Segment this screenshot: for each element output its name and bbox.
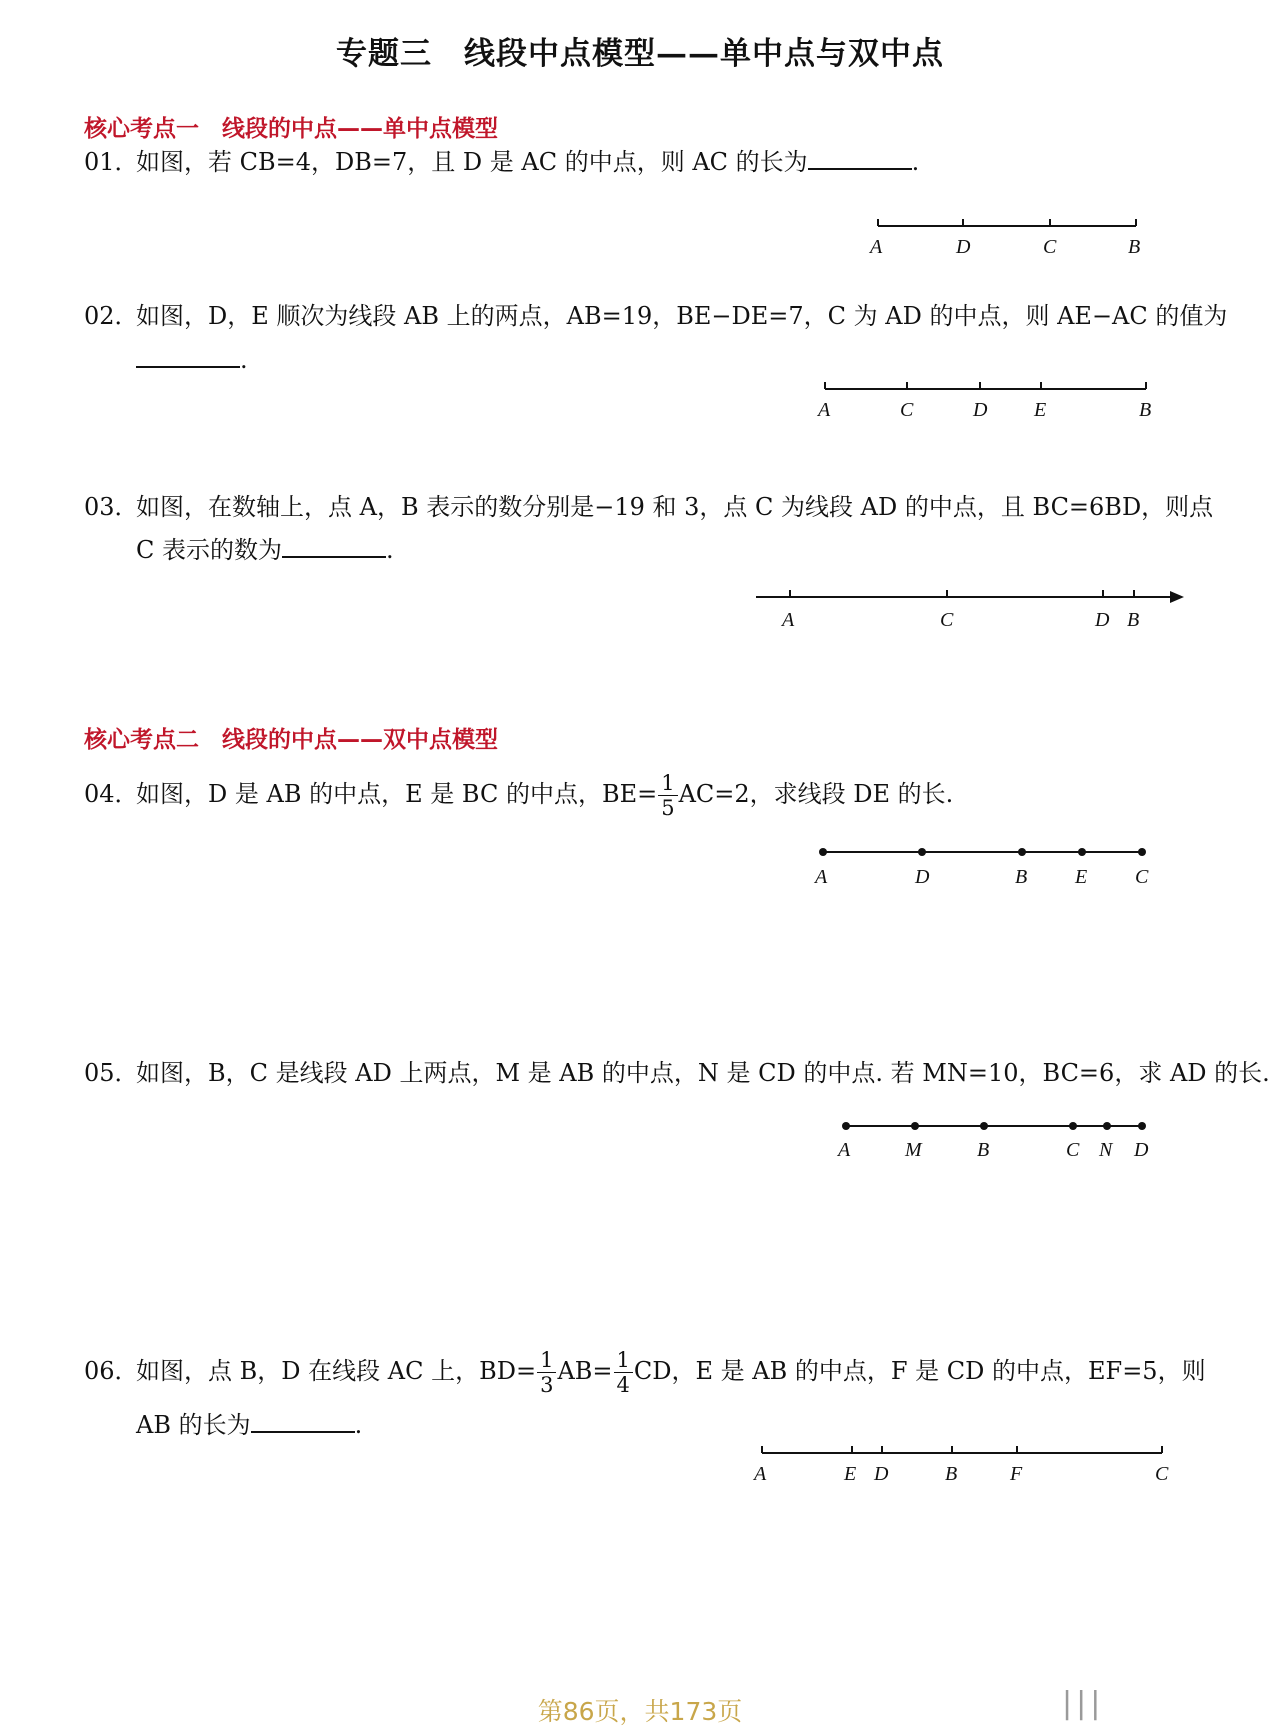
- question-number: 05．: [84, 1059, 139, 1087]
- question-01: 01．如图，若 CB=4，DB=7，且 D 是 AC 的中点，则 AC 的长为 .: [84, 142, 919, 182]
- point-label-b: B: [1127, 609, 1140, 631]
- question-number: 03．: [84, 493, 139, 521]
- point-label-a: A: [782, 609, 795, 631]
- point-label-d: D: [1134, 1139, 1149, 1161]
- fraction: $\frac{1}{5}$: [658, 771, 677, 820]
- point-label-a: A: [838, 1139, 851, 1161]
- question-text: 如图，B，C 是线段 AD 上两点，M 是 AB 的中点，N 是 CD 的中点. 若 MN=10，BC=6，求 AD 的长.: [136, 1059, 1270, 1087]
- point-label-m: M: [905, 1139, 922, 1161]
- question-06-answer-line: AB 的长为 .: [136, 1405, 362, 1445]
- point-label-c: C: [1155, 1463, 1169, 1485]
- point-label-e: E: [1075, 866, 1088, 888]
- fraction: $\frac{1}{4}$: [614, 1348, 633, 1397]
- point-label-b: B: [977, 1139, 990, 1161]
- point-label-c: C: [900, 399, 914, 421]
- question-03-answer-line: C 表示的数为 .: [136, 530, 394, 570]
- question-number: 02．: [84, 302, 139, 330]
- question-number: 01．: [84, 148, 139, 176]
- question-number: 06．: [84, 1357, 139, 1385]
- question-02-answer-line: .: [136, 340, 248, 380]
- point-label-c: C: [1066, 1139, 1080, 1161]
- point-label-b: B: [1128, 236, 1141, 258]
- point-label-a: A: [815, 866, 828, 888]
- section-heading-1: 核心考点一 线段的中点——单中点模型: [84, 116, 498, 142]
- fraction: $\frac{1}{3}$: [537, 1348, 556, 1397]
- point-label-d: D: [1095, 609, 1110, 631]
- point-label-d: D: [956, 236, 971, 258]
- section-heading-2: 核心考点二 线段的中点——双中点模型: [84, 727, 498, 753]
- page-footer: 第86页，共173页: [537, 1697, 743, 1726]
- page-title: 专题三 线段中点模型——单中点与双中点: [336, 36, 944, 72]
- watermark: |||: [1062, 1686, 1105, 1721]
- point-label-c: C: [1135, 866, 1149, 888]
- point-label-c: C: [1043, 236, 1057, 258]
- point-label-e: E: [1034, 399, 1047, 421]
- point-label-a: A: [870, 236, 883, 258]
- point-label-a: A: [754, 1463, 767, 1485]
- question-text: 如图，若 CB=4，DB=7，且 D 是 AC 的中点，则 AC 的长为: [136, 148, 808, 176]
- question-text: 如图，在数轴上，点 A，B 表示的数分别是−19 和 3，点 C 为线段 AD 的中点，且 BC=6BD，则点: [136, 493, 1214, 521]
- point-label-e: E: [844, 1463, 857, 1485]
- point-label-d: D: [915, 866, 930, 888]
- point-label-d: D: [874, 1463, 889, 1485]
- point-label-d: D: [973, 399, 988, 421]
- question-number: 04．: [84, 780, 139, 808]
- point-label-c: C: [940, 609, 954, 631]
- point-label-b: B: [1015, 866, 1028, 888]
- point-label-b: B: [945, 1463, 958, 1485]
- point-label-a: A: [818, 399, 831, 421]
- question-text: 如图，D，E 顺次为线段 AB 上的两点，AB=19，BE−DE=7，C 为 AD 的中点，则 AE−AC 的值为: [136, 302, 1228, 330]
- point-label-f: F: [1010, 1463, 1023, 1485]
- question-04: 04．如图，D 是 AB 的中点，E 是 BC 的中点，BE= $\frac{1}{5}$ AC=2，求线段 DE 的长.: [84, 771, 954, 820]
- question-06: 06．如图，点 B，D 在线段 AC 上，BD= $\frac{1}{3}$ AB= $\frac{1}{4}$ CD，E 是 AB 的中点，F 是 CD 的中点，EF=5，则: [84, 1348, 1206, 1397]
- point-label-n: N: [1099, 1139, 1113, 1161]
- point-label-b: B: [1139, 399, 1152, 421]
